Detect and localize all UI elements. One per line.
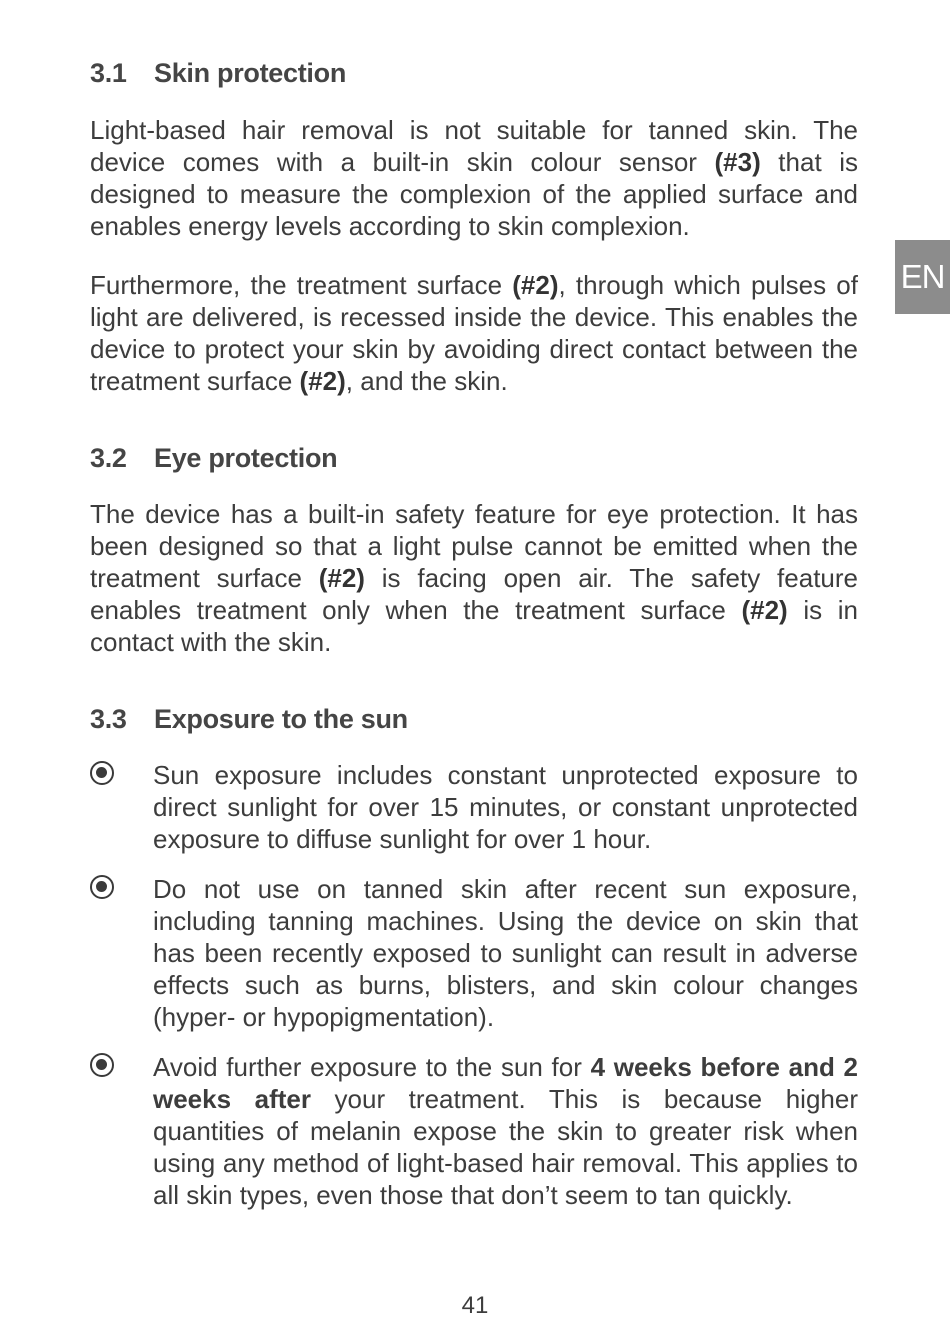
section-heading-skin-protection (90, 58, 346, 89)
paragraph (90, 269, 858, 397)
section-heading-eye-protection (90, 443, 337, 474)
paragraph (90, 114, 858, 242)
bullet-item (90, 1051, 858, 1211)
text-run: , and the skin. (345, 366, 508, 396)
text-run: is facing open air. The safety feature enables treatment only when the treatment surface (90, 563, 858, 625)
text-run: , through which pulses of light are delivered, is recessed inside the device. This enables the device to protect your skin by avoiding direct contact between the treatment surface (90, 270, 858, 396)
bullet-item (90, 873, 858, 1033)
bold-text: 4 weeks before and 2 weeks after (153, 1052, 858, 1114)
bold-text: (#2) (318, 563, 365, 593)
bullet-item (90, 759, 858, 855)
page-number: 41 (461, 1292, 489, 1319)
target-bullet-icon (90, 1053, 114, 1077)
language-tab: EN (895, 240, 950, 314)
target-bullet-icon (90, 761, 114, 785)
text-run: your treatment. This is because higher quantities of melanin expose the skin to greater risk when using any method of light-based hair removal. This applies to all skin types, even those that don’t seem to tan quickly. (153, 1084, 858, 1210)
text-run: Light-based hair removal is not suitable for tanned skin. The device comes with a built-in skin colour sensor (90, 115, 858, 177)
text-run: Avoid further exposure to the sun for (153, 1052, 591, 1082)
bold-text: (#2) (512, 270, 559, 300)
text-run: Furthermore, the treatment surface (90, 270, 513, 300)
paragraph (90, 498, 858, 658)
bullet-text (153, 1051, 858, 1211)
section-heading-exposure-to-the-sun (90, 704, 408, 735)
section-number: 3.1 (90, 58, 127, 88)
target-bullet-icon (90, 875, 114, 899)
text-run: The device has a built-in safety feature for eye protection. It has been designed so that a light pulse cannot be emitted when the treatment surface (90, 499, 858, 593)
section-number: 3.2 (90, 443, 127, 473)
text-run: Do not use on tanned skin after recent sun exposure, including tanning machines. Using the device on skin that has been recently exposed to sunlight can result in adverse effects such as burns, blisters, and skin colour changes (hyper- or hypopigmentation). (153, 874, 858, 1032)
bold-text: (#2) (741, 595, 788, 625)
bullet-text (153, 759, 858, 855)
bold-text: (#3) (714, 147, 761, 177)
text-run: Sun exposure includes constant unprotected exposure to direct sunlight for over 15 minutes, or constant unprotected exposure to diffuse sunlight for over 1 hour. (153, 760, 858, 854)
text-run: that is designed to measure the complexion of the applied surface and enables energy levels according to skin complexion. (90, 147, 858, 241)
text-run: is in contact with the skin. (90, 595, 858, 657)
section-title: Exposure to the sun (154, 704, 408, 734)
bullet-text (153, 873, 858, 1033)
section-title: Skin protection (154, 58, 347, 88)
section-number: 3.3 (90, 704, 127, 734)
bold-text: (#2) (299, 366, 346, 396)
section-title: Eye protection (154, 443, 338, 473)
